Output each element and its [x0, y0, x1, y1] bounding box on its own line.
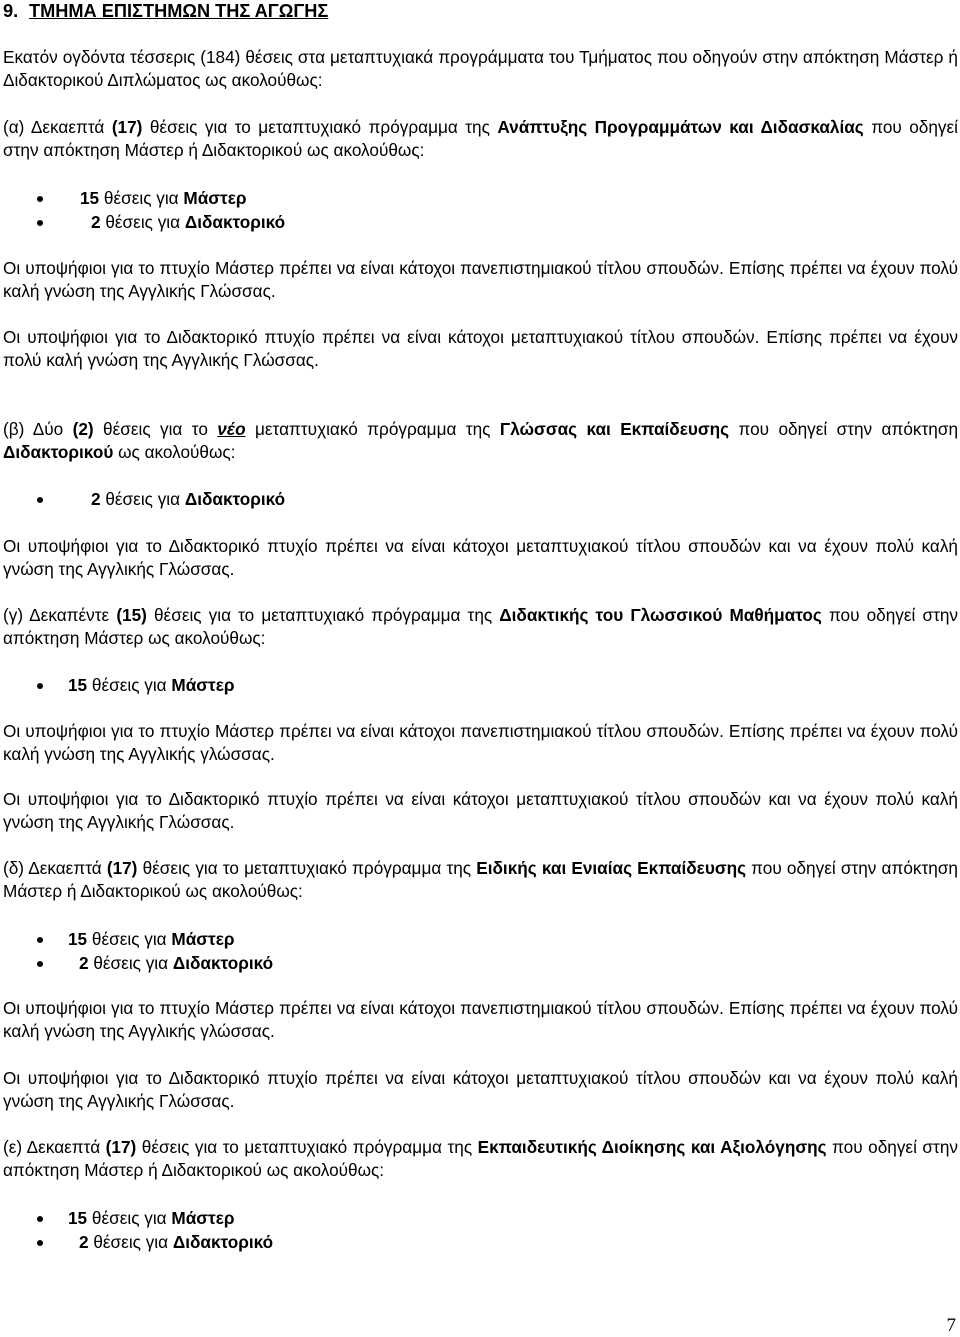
page-number: 7	[946, 1315, 956, 1336]
program-c-requirement-master: Οι υποψήφιοι για το πτυχίο Μάστερ πρέπει να είναι κάτοχοι πανεπιστημιακού τίτλου σπουδών. Επίσης πρέπει να έχουν πολύ καλή γνώση της Αγγλικής γλώσσας.	[3, 721, 958, 764]
program-e-list	[3, 1206, 958, 1254]
bullet-icon	[37, 937, 43, 943]
bullet-icon	[37, 683, 43, 689]
list-item: 2 θέσεις για Διδακτορικό	[3, 951, 958, 975]
list-item: 2 θέσεις για Διδακτορικό	[3, 210, 958, 234]
program-e-paragraph: (ε) Δεκαεπτά (17) θέσεις για το μεταπτυχιακό πρόγραμμα της Εκπαιδευτικής Διοίκησης και Αξιολόγησης που οδηγεί στην απόκτηση Μάστερ ή Διδακτορικού ως ακολούθως:	[3, 1137, 958, 1180]
list-item: 2 θέσεις για Διδακτορικό	[3, 1230, 958, 1254]
program-d-requirement-master: Οι υποψήφιοι για το πτυχίο Μάστερ πρέπει να είναι κάτοχοι πανεπιστημιακού τίτλου σπουδών. Επίσης πρέπει να έχουν πολύ καλή γνώση της Αγγλικής γλώσσας.	[3, 998, 958, 1041]
program-c-paragraph: (γ) Δεκαπέντε (15) θέσεις για το μεταπτυχιακό πρόγραμμα της Διδακτικής του Γλωσσικού Μαθήματος που οδηγεί στην απόκτηση Μάστερ ως ακολούθως:	[3, 605, 959, 648]
program-c-requirement-phd: Οι υποψήφιοι για το Διδακτορικό πτυχίο πρέπει να είναι κάτοχοι μεταπτυχιακού τίτλου σπουδών και να έχουν πολύ καλή γνώση της Αγγλικής Γλώσσας.	[3, 789, 958, 832]
program-c-list	[3, 673, 958, 697]
program-d-list	[3, 927, 958, 975]
program-b-paragraph: (β) Δύο (2) θέσεις για το νέο μεταπτυχιακό πρόγραμμα της Γλώσσας και Εκπαίδευσης που οδηγεί στην απόκτηση Διδακτορικού ως ακολούθως:	[3, 419, 959, 462]
section-number: 9.	[3, 1, 19, 21]
program-b-list	[3, 487, 958, 511]
list-item: 2 θέσεις για Διδακτορικό	[3, 487, 958, 511]
section-heading	[3, 1, 328, 22]
bullet-icon	[37, 196, 43, 202]
intro-paragraph: Εκατόν ογδόντα τέσσερις (184) θέσεις στα μεταπτυχιακά προγράμματα του Τμήματος που οδηγούν στην απόκτηση Μάστερ ή Διδακτορικού Διπλώματος ως ακολούθως:	[3, 47, 958, 90]
bullet-icon	[37, 1240, 43, 1246]
list-item: 15 θέσεις για Μάστερ	[3, 186, 958, 210]
program-d-paragraph: (δ) Δεκαεπτά (17) θέσεις για το μεταπτυχιακό πρόγραμμα της Ειδικής και Ενιαίας Εκπαίδευσης που οδηγεί στην απόκτηση Μάστερ ή Διδακτορικού ως ακολούθως:	[3, 858, 958, 901]
bullet-icon	[37, 220, 43, 226]
list-item: 15 θέσεις για Μάστερ	[3, 673, 958, 697]
program-b-requirement-phd: Οι υποψήφιοι για το Διδακτορικό πτυχίο πρέπει να είναι κάτοχοι μεταπτυχιακού τίτλου σπουδών και να έχουν πολύ καλή γνώση της Αγγλικής Γλώσσας.	[3, 536, 958, 579]
program-a-list	[3, 186, 958, 234]
section-title: ΤΜΗΜΑ ΕΠΙΣΤΗΜΩΝ ΤΗΣ ΑΓΩΓΗΣ	[29, 1, 329, 21]
program-d-requirement-phd: Οι υποψήφιοι για το Διδακτορικό πτυχίο πρέπει να είναι κάτοχοι μεταπτυχιακού τίτλου σπουδών και να έχουν πολύ καλή γνώση της Αγγλικής Γλώσσας.	[3, 1068, 958, 1111]
list-item: 15 θέσεις για Μάστερ	[3, 1206, 958, 1230]
bullet-icon	[37, 497, 43, 503]
bullet-icon	[37, 1216, 43, 1222]
program-a-requirement-phd: Οι υποψήφιοι για το Διδακτορικό πτυχίο πρέπει να είναι κάτοχοι μεταπτυχιακού τίτλου σπουδών. Επίσης πρέπει να έχουν πολύ καλή γνώση της Αγγλικής Γλώσσας.	[3, 327, 958, 370]
program-a-requirement-master: Οι υποψήφιοι για το πτυχίο Μάστερ πρέπει να είναι κάτοχοι πανεπιστημιακού τίτλου σπουδών. Επίσης πρέπει να έχουν πολύ καλή γνώση της Αγγλικής Γλώσσας.	[3, 258, 958, 301]
bullet-icon	[37, 961, 43, 967]
program-a-paragraph: (α) Δεκαεπτά (17) θέσεις για το μεταπτυχιακό πρόγραμμα της Ανάπτυξης Προγραμμάτων και Διδασκαλίας που οδηγεί στην απόκτηση Μάστερ ή Διδακτορικού ως ακολούθως:	[3, 117, 959, 160]
list-item: 15 θέσεις για Μάστερ	[3, 927, 958, 951]
